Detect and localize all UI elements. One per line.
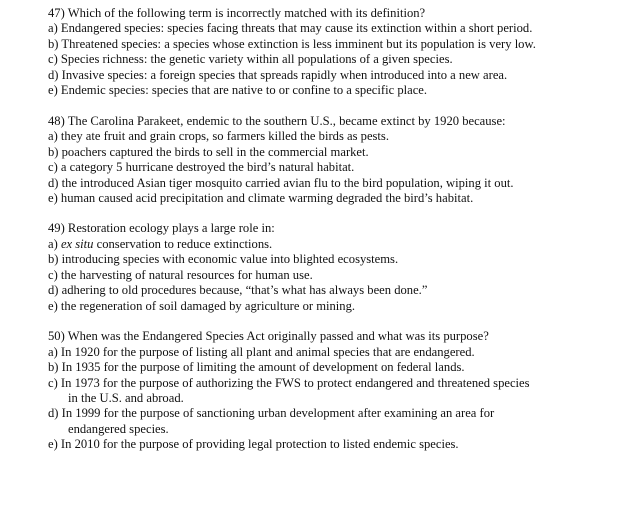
option-c: c) Species richness: the genetic variety within all populations of a given species. — [48, 52, 453, 67]
document-page — [48, 6, 618, 468]
question-49 — [48, 221, 618, 314]
question-50 — [48, 329, 618, 453]
option-d: d) Invasive species: a foreign species that spreads rapidly when introduced into a new area. — [48, 67, 508, 82]
option-b: b) poachers captured the birds to sell in the commercial market. — [48, 144, 369, 159]
question-stem: 48) The Carolina Parakeet, endemic to the southern U.S., became extinct by 1920 because: — [48, 113, 506, 128]
option-d: d) In 1999 for the purpose of sanctioning urban development after examining an area for — [48, 406, 495, 421]
option-a-italic-term: ex situ — [60, 236, 94, 251]
option-d: d) adhering to old procedures because, “that’s what has always been done.” — [48, 283, 428, 298]
option-d: d) the introduced Asian tiger mosquito carried avian flu to the bird population, wiping it out. — [48, 175, 514, 190]
option-c: c) the harvesting of natural resources for human use. — [48, 267, 313, 282]
option-b: b) introducing species with economic value into blighted ecosystems. — [48, 252, 399, 267]
option-b: b) Threatened species: a species whose extinction is less imminent but its population is very low. — [48, 36, 536, 51]
option-e: e) Endemic species: species that are native to or confine to a specific place. — [48, 83, 428, 98]
question-stem: 47) Which of the following term is incorrectly matched with its definition? — [48, 6, 426, 20]
option-b: b) In 1935 for the purpose of limiting the amount of development on federal lands. — [48, 360, 465, 375]
option-a: a) they ate fruit and grain crops, so farmers killed the birds as pests. — [48, 129, 389, 144]
option-a: a) In 1920 for the purpose of listing all plant and animal species that are endangered. — [48, 344, 475, 359]
option-e: e) the regeneration of soil damaged by agriculture or mining. — [48, 298, 356, 313]
question-48 — [48, 114, 618, 207]
option-e: e) human caused acid precipitation and climate warming degraded the bird’s habitat. — [48, 190, 474, 205]
option-a — [48, 237, 618, 252]
option-c: c) In 1973 for the purpose of authorizing the FWS to protect endangered and threatened species — [48, 375, 530, 390]
option-a: a) Endangered species: species facing threats that may cause its extinction within a short period. — [48, 21, 533, 36]
question-47 — [48, 6, 618, 99]
option-d-continued: endangered species. — [68, 421, 169, 436]
question-stem: 49) Restoration ecology plays a large role in: — [48, 221, 275, 236]
option-c-continued: in the U.S. and abroad. — [68, 390, 184, 405]
option-e: e) In 2010 for the purpose of providing legal protection to listed endemic species. — [48, 437, 459, 452]
question-stem: 50) When was the Endangered Species Act originally passed and what was its purpose? — [48, 329, 489, 344]
option-a-rest: conservation to reduce extinctions. — [93, 236, 273, 251]
option-c: c) a category 5 hurricane destroyed the bird’s natural habitat. — [48, 160, 355, 175]
option-a-prefix: a) — [48, 236, 61, 251]
